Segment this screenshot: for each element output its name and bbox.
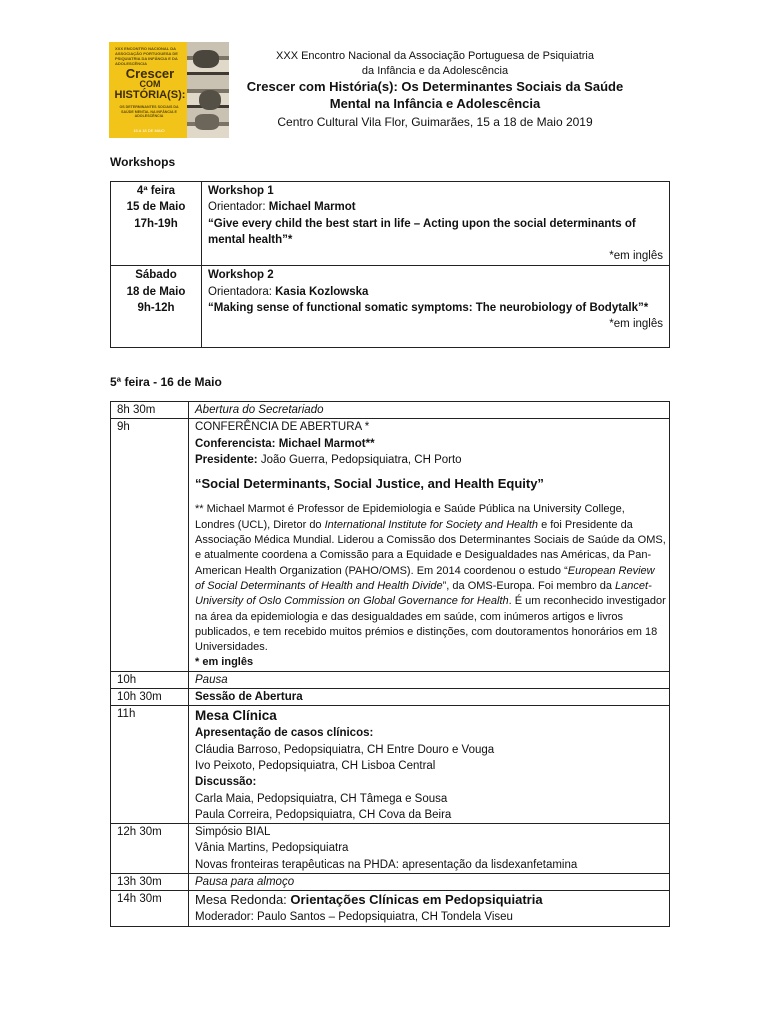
event-logo (109, 42, 229, 138)
workshop-when: Sábado 18 de Maio 9h-12h (111, 266, 202, 348)
speaker-bio: ** Michael Marmot é Professor de Epidemiologia e Saúde Pública na University College, Londres (UCL), Diretor do International Institute for Society and Health e foi Presidente da Associação Médica Mundial. Liderou a Comissão dos Determinantes Sociais de Saúde da OMS, e atualmente coordena a Comissão para a Equidade e Desigualdades nas Américas, da Pan-American Health Organization (PAHO/OMS). Em 2014 coordenou o estudo “European Review of Social Determinants of Health and Health Divide”, da OMS-Europa. Foi membro da Lancet-University of Oslo Commission on Global Governance for Health. É um reconhecido investigador na área da epidemiologia e das desigualdades em saúde, com inúmeros artigos e livros publicados, e tem recebido muitos prémios e distinções, com doutoramentos honorários em 18 Universidades. (195, 503, 666, 654)
table-row: 9h CONFERÊNCIA DE ABERTURA * Conferencista: Michael Marmot** Presidente: João Guerra, Pedopsiquiatra, CH Porto “Social Determinants, Social Justice, and Health Equity” ** Michael Marmot é Professor de Epidemiologia e Saúde Pública na University College, Londres (UCL), Diretor do International Institute for Society and Health e foi Presidente da Associação Médica Mundial. Liderou a Comissão dos Determinantes Sociais de Saúde da OMS, e atualmente coordena a Comissão para a Equidade e Desigualdades nas Américas, da Pan-American Health Organization (PAHO/OMS). Em 2014 coordenou o estudo “European Review of Social Determinants of Health and Health Divide”, da OMS-Europa. Foi membro da Lancet-University of Oslo Commission on Global Governance for Health. É um reconhecido investigador na área da epidemiologia e das desigualdades em saúde, com inúmeros artigos e livros publicados, e tem recebido muitos prémios e distinções, com doutoramentos honorários em 18 Universidades. * em inglês (111, 419, 670, 671)
event-venue: Centro Cultural Vila Flor, Guimarães, 15 a 18 de Maio 2019 (277, 115, 593, 129)
symposium: Simpósio BIAL Vânia Martins, Pedopsiquiatra Novas fronteiras terapêuticas na PHDA: apresentação da lisdexanfetamina (189, 824, 670, 874)
clinical-panel: Mesa Clínica Apresentação de casos clínicos: Cláudia Barroso, Pedopsiquiatra, CH Entre Douro e Vouga Ivo Peixoto, Pedopsiquiatra, CH Lisboa Central Discussão: Carla Maia, Pedopsiquiatra, CH Tâmega e Sousa Paula Correira, Pedopsiquiatra, CH Cova da Beira (189, 706, 670, 824)
opening-conference: CONFERÊNCIA DE ABERTURA * Conferencista: Michael Marmot** Presidente: João Guerra, Pedopsiquiatra, CH Porto “Social Determinants, Social Justice, and Health Equity” ** Michael Marmot é Professor de Epidemiologia e Saúde Pública na University College, Londres (UCL), Diretor do International Institute for Society and Health e foi Presidente da Associação Médica Mundial. Liderou a Comissão dos Determinantes Sociais de Saúde da OMS, e atualmente coordena a Comissão para a Equidade e Desigualdades nas Américas, da Pan-American Health Organization (PAHO/OMS). Em 2014 coordenou o estudo “European Review of Social Determinants of Health and Health Divide”, da OMS-Europa. Foi membro da Lancet-University of Oslo Commission on Global Governance for Health. É um reconhecido investigador na área da epidemiologia e das desigualdades em saúde, com inúmeros artigos e livros publicados, e tem recebido muitos prémios e distinções, com doutoramentos honorários em 18 Universidades. * em inglês (189, 419, 670, 671)
workshop-details: Workshop 2 Orientadora: Kasia Kozlowska “Making sense of functional somatic symptoms: The neurobiology of Bodytalk”* *em inglês (202, 266, 670, 348)
workshops-heading: Workshops (110, 155, 176, 169)
day-heading: 5ª feira - 16 de Maio (110, 375, 222, 389)
conference-title: “Social Determinants, Social Justice, and Health Equity” (195, 476, 544, 492)
event-organizer: XXX Encontro Nacional da Associação Portuguesa de Psiquiatria da Infância e da Adolescência (276, 50, 594, 77)
table-row: 8h 30m Abertura do Secretariado (111, 402, 670, 419)
workshops-table (110, 181, 670, 348)
workshop-when: 4ª feira 15 de Maio 17h-19h (111, 182, 202, 266)
logo-top-text: XXX ENCONTRO NACIONAL DA ASSOCIAÇÃO PORTUGUESA DE PSIQUIATRIA DA INFÂNCIA E DA ADOLESCÊNCIA (115, 46, 178, 66)
table-row: 11h Mesa Clínica Apresentação de casos clínicos: Cláudia Barroso, Pedopsiquiatra, CH Entre Douro e Vouga Ivo Peixoto, Pedopsiquiatra, CH Lisboa Central Discussão: Carla Maia, Pedopsiquiatra, CH Tâmega e Sousa Paula Correira, Pedopsiquiatra, CH Cova da Beira (111, 706, 670, 824)
table-row: 12h 30m Simpósio BIAL Vânia Martins, Pedopsiquiatra Novas fronteiras terapêuticas na PHDA: apresentação da lisdexanfetamina (111, 824, 670, 874)
logo-date: 15 A 18 DE MAIO (133, 128, 165, 133)
logo-title: Crescer COM HISTÓRIA(S): (114, 66, 186, 101)
table-row (111, 182, 670, 266)
table-row: 10h 30m Sessão de Abertura (111, 689, 670, 706)
programme-table (110, 401, 670, 927)
table-row (111, 266, 670, 348)
logo-subtitle: OS DETERMINANTES SOCIAIS DA SAÚDE MENTAL NA INFÂNCIA E ADOLESCÊNCIA (119, 105, 179, 118)
table-row: 13h 30m Pausa para almoço (111, 874, 670, 891)
round-table: Mesa Redonda: Orientações Clínicas em Pedopsiquiatria Moderador: Paulo Santos – Pedopsiquiatra, CH Tondela Viseu (189, 891, 670, 926)
event-title: Crescer com História(s): Os Determinantes Sociais da Saúde Mental na Infância e Adolescência (246, 79, 624, 111)
table-row: 14h 30m Mesa Redonda: Orientações Clínicas em Pedopsiquiatria Moderador: Paulo Santos – Pedopsiquiatra, CH Tondela Viseu (111, 891, 670, 926)
workshop-details: Workshop 1 Orientador: Michael Marmot “Give every child the best start in life – Acting upon the social determinants of mental health”* *em inglês (202, 182, 670, 266)
table-row: 10h Pausa (111, 671, 670, 688)
